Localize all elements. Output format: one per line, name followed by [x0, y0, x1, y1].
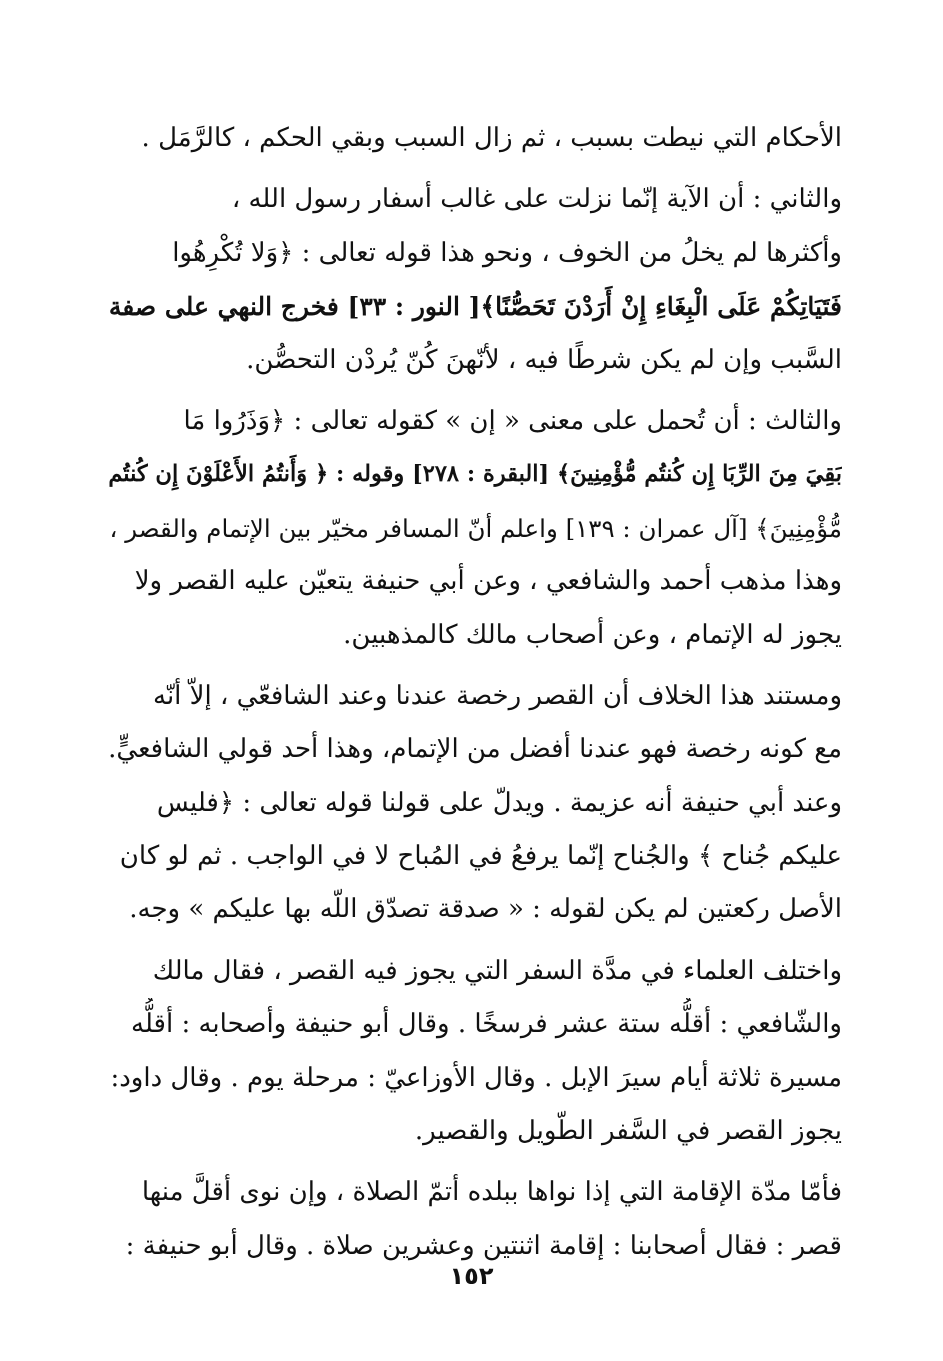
paragraph [100, 112, 842, 165]
text-line: مُّؤْمِنِينَ﴾ [آل عمران : ١٣٩] واعلم أنّ المسافر مخيّر بين الإتمام والقصر ، [109, 513, 842, 543]
body-text [100, 112, 842, 1273]
text-line: واختلف العلماء في مدَّة السفر التي يجوز فيه القصر ، فقال مالك [152, 955, 842, 986]
text-line: وهذا مذهب أحمد والشافعي ، وعن أبي حنيفة يتعيّن عليه القصر ولا [134, 566, 842, 597]
text-line: والثالث : أن تُحمل على معنى « إن » كقوله تعالى : ﴿وَذَرُوا مَا [183, 405, 842, 436]
text-line: يجوز له الإتمام ، وعن أصحاب مالك كالمذهبين. [343, 619, 842, 650]
text-line: والثاني : أن الآية إنّما نزلت على غالب أسفار رسول الله ، [231, 184, 842, 215]
page-number: ١٥٢ [449, 1262, 494, 1290]
text-line: وأكثرها لم يخلُ من الخوف ، ونحو هذا قوله تعالى : ﴿وَلا تُكْرِهُوا [172, 237, 842, 268]
text-line: والشّافعي : أقلُّه ستة عشر فرسخًا . وقال أبو حنيفة وأصحابه : أقلُّه [131, 1009, 842, 1040]
text-line: السَّبب وإن لم يكن شرطًا فيه ، لأنّهنَ كُنّ يُردْن التحصُّن. [246, 344, 842, 375]
text-line: يجوز القصر في السَّفر الطّويل والقصير. [414, 1116, 842, 1147]
paragraph [100, 395, 842, 662]
text-line: مسيرة ثلاثة أيام سيرَ الإبل . وقال الأوزاعيّ : مرحلة يوم . وقال داود: [110, 1062, 842, 1093]
paragraph [100, 173, 842, 387]
text-line: عليكم جُناح ﴾ والجُناح إنّما يرفعُ في المُباح لا في الواجب . ثم لو كان [119, 841, 842, 872]
text-line: ومستند هذا الخلاف أن القصر رخصة عندنا وعند الشافعّي ، إلاّ أنّه [153, 680, 842, 711]
text-line: الأحكام التي نيطت بسبب ، ثم زال السبب وبقي الحكم ، كالرَّمَل . [141, 123, 842, 153]
text-line: وعند أبي حنيفة أنه عزيمة . ويدلّ على قولنا قوله تعالى : ﴿فليس [156, 787, 842, 818]
text-line: الأصل ركعتين لم يكن لقوله : « صدقة تصدّق اللّه بها عليكم » وجه. [129, 894, 842, 925]
text-line: بَقِيَ مِنَ الرِّبَا إِن كُنتُم مُّؤْمِنِينَ﴾ [البقرة : ٢٧٨] وقوله : ﴿ وَأَنتُمُ الأَعْلَوْنَ إِن كُنتُم [108, 461, 842, 488]
paragraph [100, 945, 842, 1159]
text-line: مع كونه رخصة فهو عندنا أفضل من الإتمام، وهذا أحد قولي الشافعيٍّ. [108, 734, 842, 765]
text-line: فَتَيَاتِكُمْ عَلَى الْبِغَاءِ إِنْ أَرَدْنَ تَحَصُّنًا﴾[ النور : ٣٣] فخرج النهي على صفة [108, 292, 842, 322]
paragraph [100, 670, 842, 937]
text-line: قصر : فقال أصحابنا : إقامة اثنتين وعشرين صلاة . وقال أبو حنيفة : [125, 1230, 842, 1261]
text-line: فأمّا مدّة الإقامة التي إذا نواها ببلده أتمّ الصلاة ، وإن نوى أقلَّ منها [141, 1177, 842, 1208]
paragraph [100, 1166, 842, 1273]
